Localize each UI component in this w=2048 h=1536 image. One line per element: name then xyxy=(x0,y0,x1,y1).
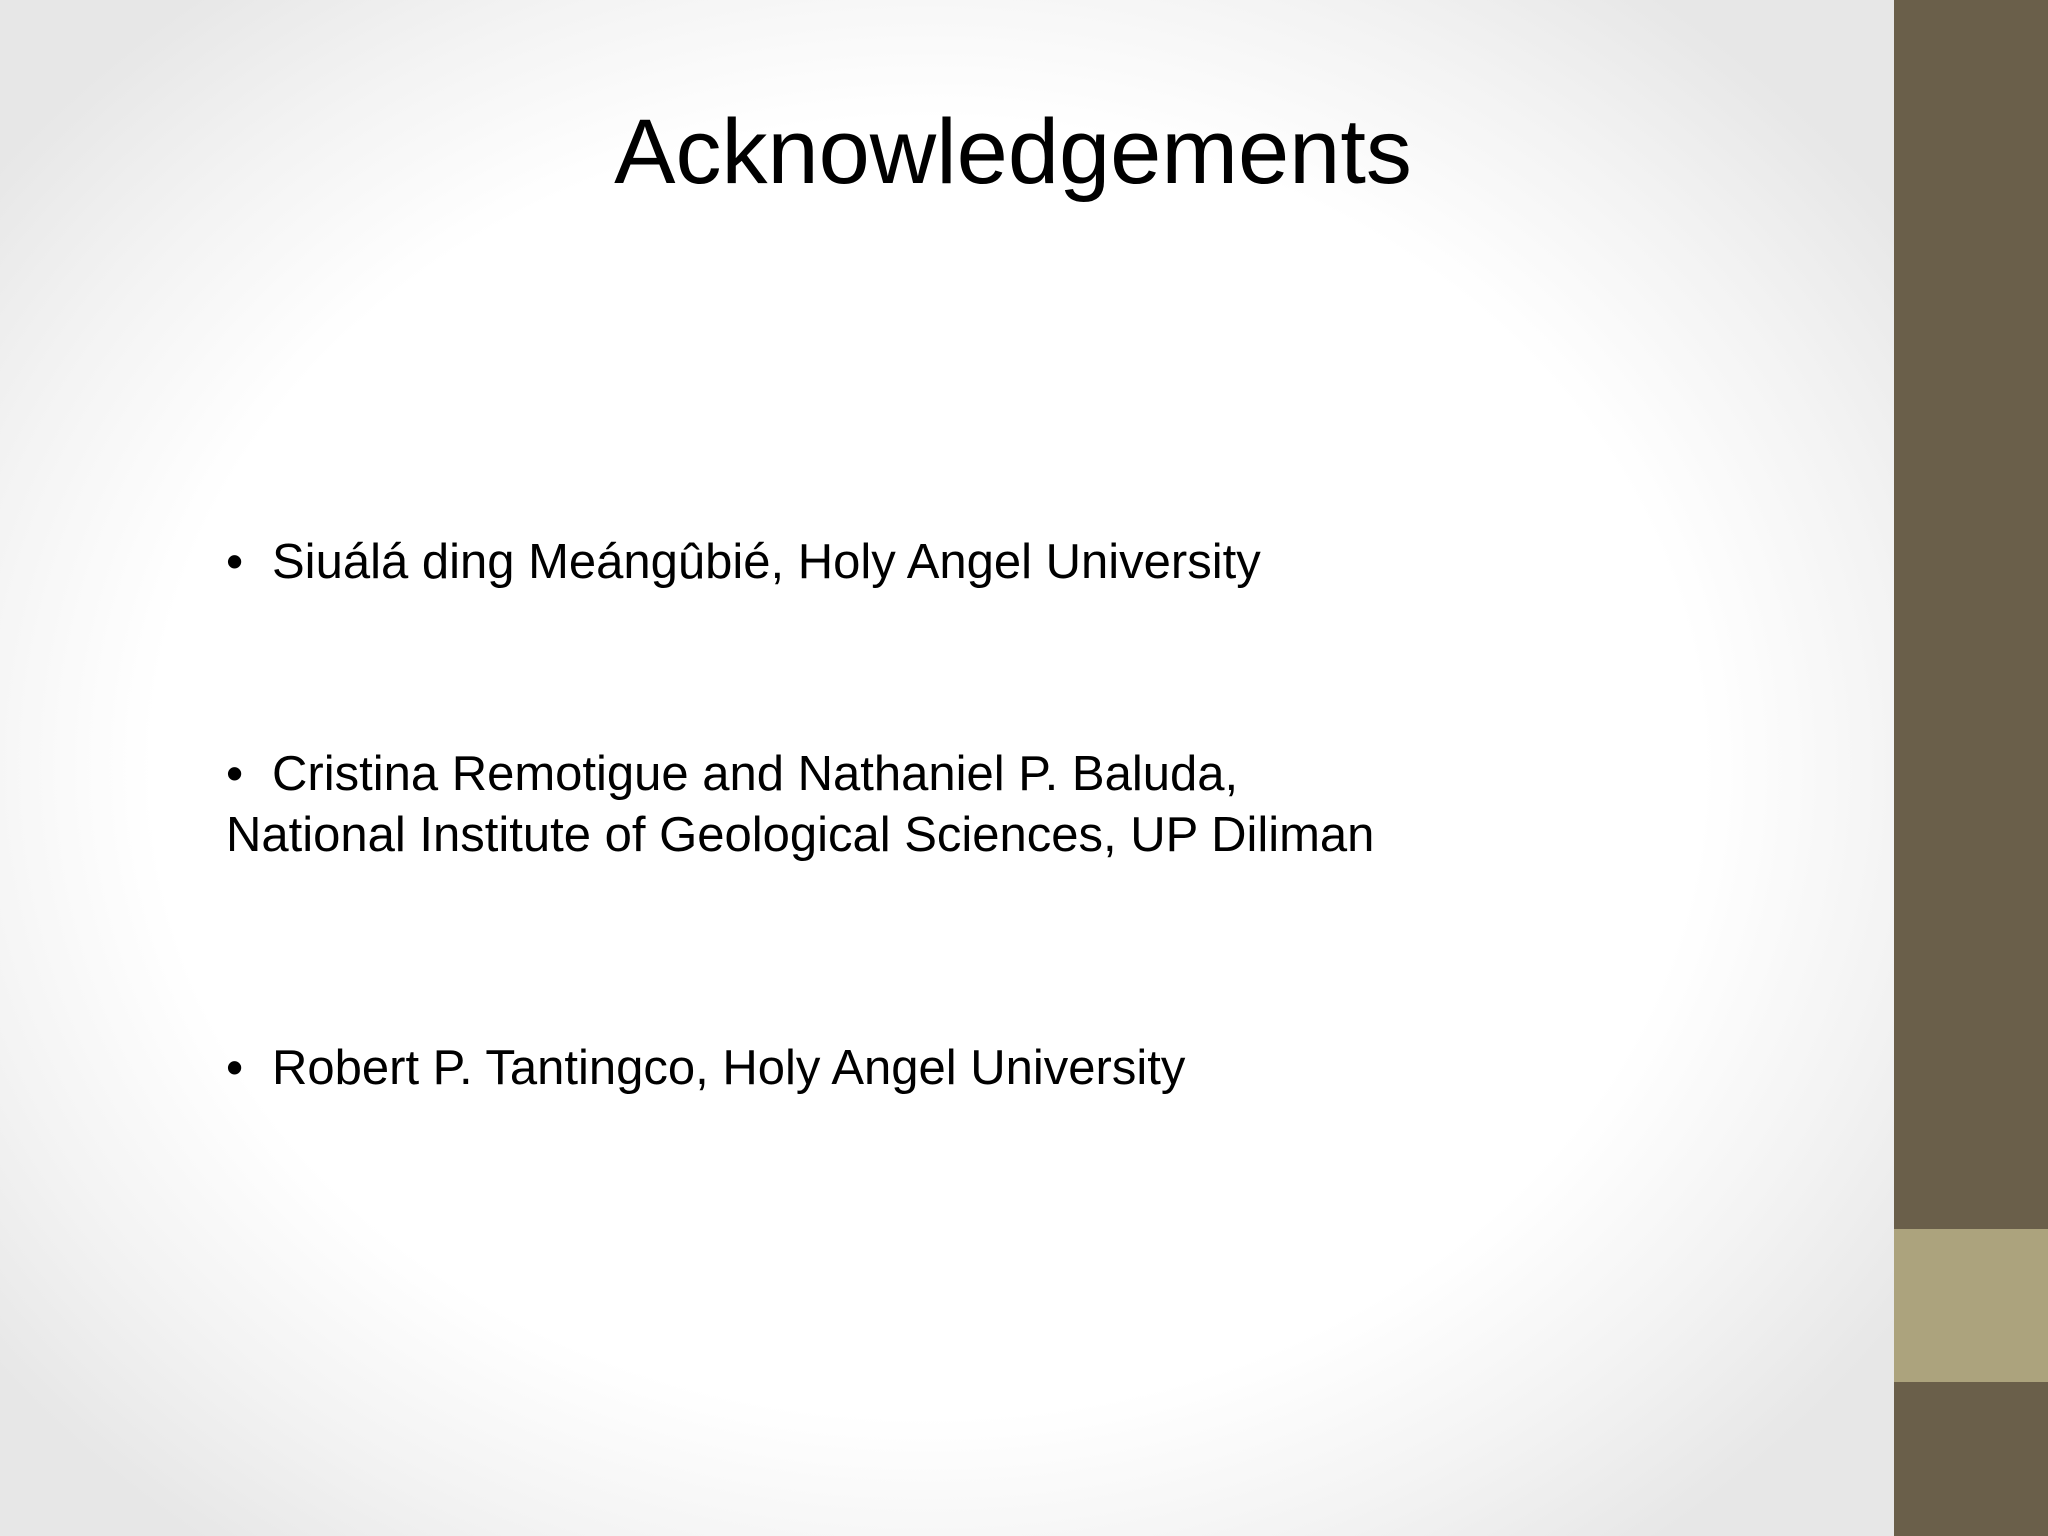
bullet-icon: • xyxy=(226,1041,244,1095)
bullet-icon: • xyxy=(226,535,244,589)
acknowledgement-text: Robert P. Tantingco, Holy Angel University xyxy=(272,1041,1186,1095)
list-item xyxy=(226,744,1374,866)
acknowledgement-text: Cristina Remotigue and Nathaniel P. Baluda, xyxy=(272,747,1239,801)
acknowledgement-text: Siuálá ding Meángûbié, Holy Angel University xyxy=(272,535,1261,589)
list-item xyxy=(226,532,1261,593)
slide-title: Acknowledgements xyxy=(614,101,1412,203)
acknowledgement-text-continuation: National Institute of Geological Sciences, UP Diliman xyxy=(226,808,1375,862)
decorative-sidebar-accent xyxy=(1894,1229,2048,1382)
bullet-icon: • xyxy=(226,747,244,801)
list-item xyxy=(226,1038,1185,1099)
